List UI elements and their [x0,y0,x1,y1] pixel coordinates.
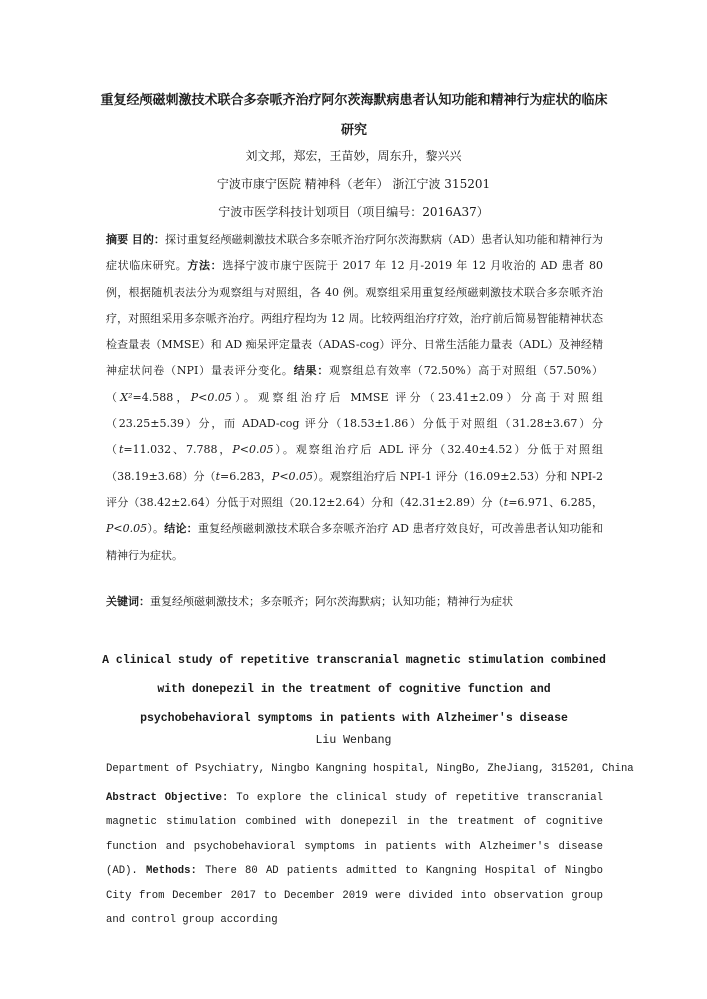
english-affiliation: Department of Psychiatry, Ningbo Kangning hospital, NingBo, ZheJiang, 315201, China [106,763,634,775]
keywords-text: 重复经颅磁刺激技术；多奈哌齐；阿尔茨海默病；认知功能；精神行为症状 [150,595,513,608]
english-methods-text: There 80 AD patients admitted to Kangning Hospital of Ningbo City from December 2017 to December 2019 were divided into observation group and control group according [106,865,604,927]
results-text-7: ）。观察组治疗后 NPI-1 评分（16.09±2.53）分和 NPI-2 评分（38.42±2.64）分低于对照组（20.12±2.64）分和（42.31±2.89）分（ [106,469,603,509]
results-text-4: =11.032、7.788， [123,443,233,457]
abstract-english [106,786,603,932]
p-value: <0.05 [239,443,274,457]
keywords-chinese [106,592,603,612]
objective-text: 探讨重复经颅磁刺激技术联合多奈哌齐治疗阿尔茨海默病（AD）患者认知功能和精神行为症状临床研究。 [106,233,604,273]
paper-title-chinese: 重复经颅磁刺激技术联合多奈哌齐治疗阿尔茨海默病患者认知功能和精神行为症状的临床研究 [100,93,608,138]
objective-label: 目的： [131,233,166,246]
t-symbol: t [215,469,221,483]
results-text-5: ）。观察组治疗后 ADL 评分（32.40±4.52）分低于对照组（38.19±3.68）分（ [106,443,604,483]
results-text-3: ）。观察组治疗后 MMSE 评分（23.41±2.09）分高于对照组（23.25±5.39）分，而 ADAD-cog 评分（18.53±1.86）分低于对照组（31.28±3.67）分（ [106,390,603,457]
p-value: <0.05 [198,390,232,404]
author-list: 刘文邦，郑宏，王苗妙，周东升，黎兴兴 [245,149,462,163]
p-value: <0.05 [279,469,314,483]
english-objective-text: To explore the clinical study of repetitive transcranial magnetic stimulation combined with donepezil in the treatment of cognitive function and psychobehavioral symptoms in patients with Alzheimer's disease (AD). [106,792,603,878]
english-methods-label: Methods: [146,865,197,878]
t-symbol: t [503,495,509,509]
conclusion-label: 结论： [164,522,198,536]
results-label: 结果： [293,364,330,378]
chi-square-symbol: X² [120,390,133,404]
author-affiliation: 宁波市康宁医院 精神科（老年） 浙江宁波 315201 [216,177,491,191]
keywords-label: 关键词： [106,595,150,608]
results-text-9: ）。 [147,522,165,536]
conclusion-text: 重复经颅磁刺激技术联合多奈哌齐治疗 AD 患者疗效良好，可改善患者认知功能和精神行为症状。 [106,522,604,562]
results-text-1: 观察组总有效率（72.50%）高于对照组（57.50%）（ [106,364,603,404]
english-abstract-label: Abstract Objective: [106,792,229,804]
funding-note: 宁波市医学科技计划项目（项目编号：2016A37） [218,205,489,219]
results-text-8: =6.971、6.285， [508,495,603,509]
p-value: <0.05 [113,522,148,536]
results-text-2: =4.588， [132,390,191,404]
p-symbol: P [232,443,240,457]
t-symbol: t [118,443,124,457]
results-text-6: =6.283， [220,469,272,483]
abstract-chinese [106,227,603,569]
abstract-label: 摘要 [106,233,129,246]
p-symbol: P [271,469,280,483]
p-symbol: P [190,390,199,404]
methods-text: 选择宁波市康宁医院于 2017 年 12 月-2019 年 12 月收治的 AD 患者 80 例，根据随机表法分为观察组与对照组，各 40 例。观察组采用重复经颅磁刺激技术联合多奈哌齐治疗，对照组采用多奈哌齐治疗。两组疗程均为 12 周。比较两组治疗疗效，治疗前后简易智能精神状态检查量表（MMSE）和 AD 痴呆评定量表（ADAS-cog）评分、日常生活能力量表（ADL）及神经精神症状问卷（NPI）量表评分变化。 [106,259,604,378]
methods-label: 方法： [187,259,223,273]
paper-title-english: A clinical study of repetitive transcranial magnetic stimulation combined with donepezil in the treatment of cognitive function and psychobehavioral symptoms in patients with Alzheimer's disease [102,654,606,725]
english-author: Liu Wenbang [315,734,392,747]
p-symbol: P [106,522,114,536]
